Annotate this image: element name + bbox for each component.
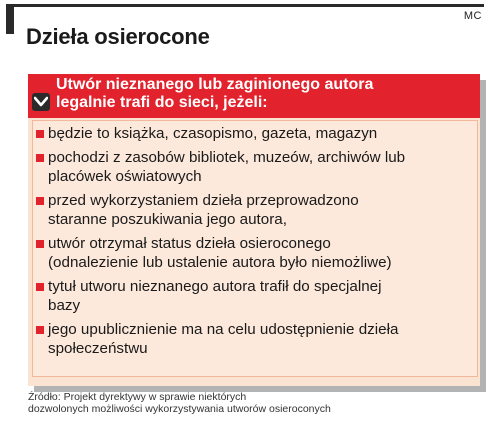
header-line-1: Utwór nieznanego lub zaginionego autora [56,76,374,93]
source-line-1: Źródło: Projekt dyrektywy w sprawie niektórych [28,391,247,403]
panel-header-text [56,76,436,112]
chevron-down-icon [32,93,50,111]
criteria-list [34,124,464,363]
bullet-icon [36,326,44,334]
top-rule [6,4,484,7]
page-title: Dzieła osierocone [26,24,210,49]
bullet-icon [36,283,44,291]
source-line-2: dozwolonych możliwości wykorzystywania utworów osieroconych [28,403,331,415]
bullet-icon [36,130,44,138]
bullet-icon [36,154,44,162]
left-accent-bar [6,4,14,34]
list-item: tytuł utworu nieznanego autora trafił do specjalnej bazy [34,277,464,315]
list-item: jego upublicznienie ma na celu udostępnienie dzieła społeczeństwu [34,320,464,358]
bullet-icon [36,240,44,248]
list-item: będzie to książka, czasopismo, gazeta, magazyn [34,124,464,143]
list-item: pochodzi z zasobów bibliotek, muzeów, archiwów lub placówek oświatowych [34,148,464,186]
bullet-icon [36,197,44,205]
header-line-2: legalnie trafi do sieci, jeżeli: [56,94,268,111]
author-credit: MC [463,10,482,22]
list-item: utwór otrzymał status dzieła osieroconego (odnalezienie lub ustalenie autora było niemożliwe) [34,234,464,272]
source-note [28,391,468,415]
list-item: przed wykorzystaniem dzieła przeprowadzono staranne poszukiwania jego autora, [34,191,464,229]
